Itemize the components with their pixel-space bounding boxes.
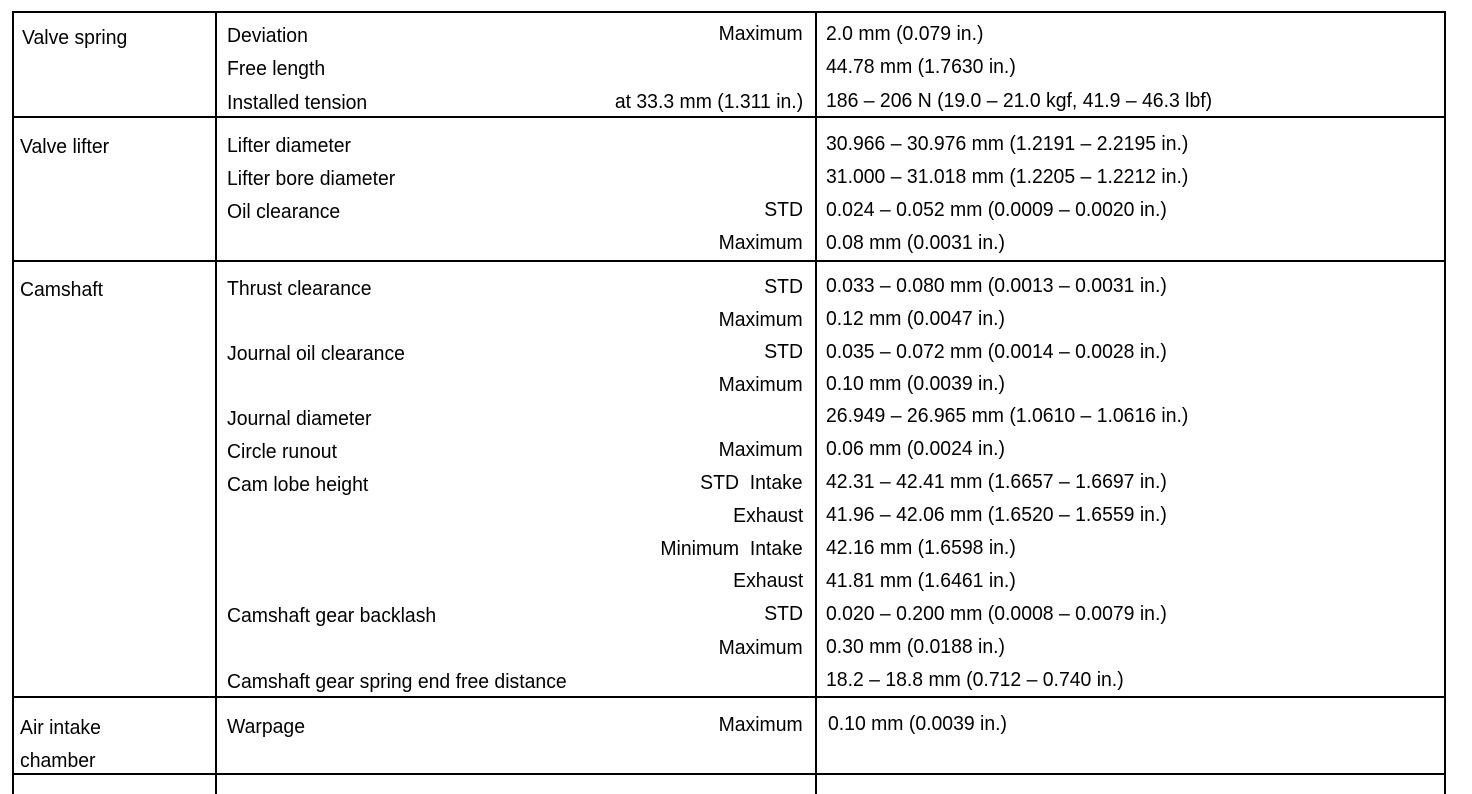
condition-label: STD [764, 603, 803, 625]
condition-label: STD [764, 341, 803, 363]
spec-value: 0.30 mm (0.0188 in.) [826, 636, 1005, 658]
spec-value: 26.949 – 26.965 mm (1.0610 – 1.0616 in.) [826, 405, 1189, 427]
condition-label: Maximum [718, 714, 803, 736]
item-label: Oil clearance [227, 201, 341, 223]
condition-label: Maximum [718, 439, 803, 461]
spec-value: 0.10 mm (0.0039 in.) [826, 373, 1005, 395]
condition-label: Maximum [718, 232, 803, 254]
condition-label: at 33.3 mm (1.311 in.) [614, 91, 803, 113]
condition-label: Maximum [718, 23, 803, 45]
spec-value: 0.033 – 0.080 mm (0.0013 – 0.0031 in.) [826, 275, 1167, 297]
column-divider [815, 11, 817, 794]
item-label: Lifter bore diameter [227, 168, 396, 190]
row-divider [12, 773, 1446, 775]
spec-value: 0.06 mm (0.0024 in.) [826, 438, 1005, 460]
spec-value: 41.81 mm (1.6461 in.) [826, 570, 1016, 592]
item-label: Journal diameter [227, 408, 372, 430]
row-divider [12, 116, 1446, 118]
table-border-right [1444, 11, 1446, 794]
condition-label: Maximum [718, 374, 803, 396]
spec-value: 31.000 – 31.018 mm (1.2205 – 1.2212 in.) [826, 166, 1189, 188]
row-divider [12, 696, 1446, 698]
spec-value: 0.08 mm (0.0031 in.) [826, 232, 1005, 254]
spec-value: 186 – 206 N (19.0 – 21.0 kgf, 41.9 – 46.3 lbf) [826, 90, 1213, 112]
condition-label: Maximum [718, 309, 803, 331]
row-divider [12, 260, 1446, 262]
component-label: Valve lifter [20, 136, 110, 158]
spec-value: 41.96 – 42.06 mm (1.6520 – 1.6559 in.) [826, 504, 1167, 526]
spec-value: 0.12 mm (0.0047 in.) [826, 308, 1005, 330]
spec-value: 0.10 mm (0.0039 in.) [828, 713, 1007, 735]
component-label: Valve spring [22, 27, 128, 49]
spec-value: 0.035 – 0.072 mm (0.0014 – 0.0028 in.) [826, 341, 1167, 363]
component-label: Air intake [20, 717, 101, 739]
item-label: Free length [227, 58, 326, 80]
item-label: Camshaft gear backlash [227, 605, 437, 627]
spec-value: 2.0 mm (0.079 in.) [826, 23, 984, 45]
spec-value: 42.16 mm (1.6598 in.) [826, 537, 1016, 559]
item-label: Camshaft gear spring end free distance [227, 671, 567, 693]
spec-value: 0.024 – 0.052 mm (0.0009 – 0.0020 in.) [826, 199, 1167, 221]
condition-label: Exhaust [732, 570, 803, 592]
condition-label: Exhaust [732, 505, 803, 527]
condition-label: STD [764, 276, 803, 298]
item-label: Warpage [227, 716, 306, 738]
condition-label: Maximum [718, 637, 803, 659]
spec-value: 30.966 – 30.976 mm (1.2191 – 2.2195 in.) [826, 133, 1189, 155]
item-label: Circle runout [227, 441, 337, 463]
condition-label: STD Intake [700, 472, 803, 494]
component-label: Camshaft [20, 279, 104, 301]
table-border-top [12, 11, 1446, 13]
item-label: Cam lobe height [227, 474, 369, 496]
item-label: Installed tension [227, 92, 368, 114]
item-label: Deviation [227, 25, 308, 47]
spec-value: 42.31 – 42.41 mm (1.6657 – 1.6697 in.) [826, 471, 1167, 493]
column-divider [215, 11, 217, 794]
condition-label: Minimum Intake [660, 538, 803, 560]
spec-value: 0.020 – 0.200 mm (0.0008 – 0.0079 in.) [826, 603, 1167, 625]
item-label: Lifter diameter [227, 135, 352, 157]
condition-label: STD [764, 199, 803, 221]
table-border-left [12, 11, 14, 794]
spec-value: 18.2 – 18.8 mm (0.712 – 0.740 in.) [826, 669, 1124, 691]
spec-value: 44.78 mm (1.7630 in.) [826, 56, 1016, 78]
item-label: Thrust clearance [227, 278, 372, 300]
item-label: Journal oil clearance [227, 343, 405, 365]
component-label: chamber [20, 750, 96, 772]
